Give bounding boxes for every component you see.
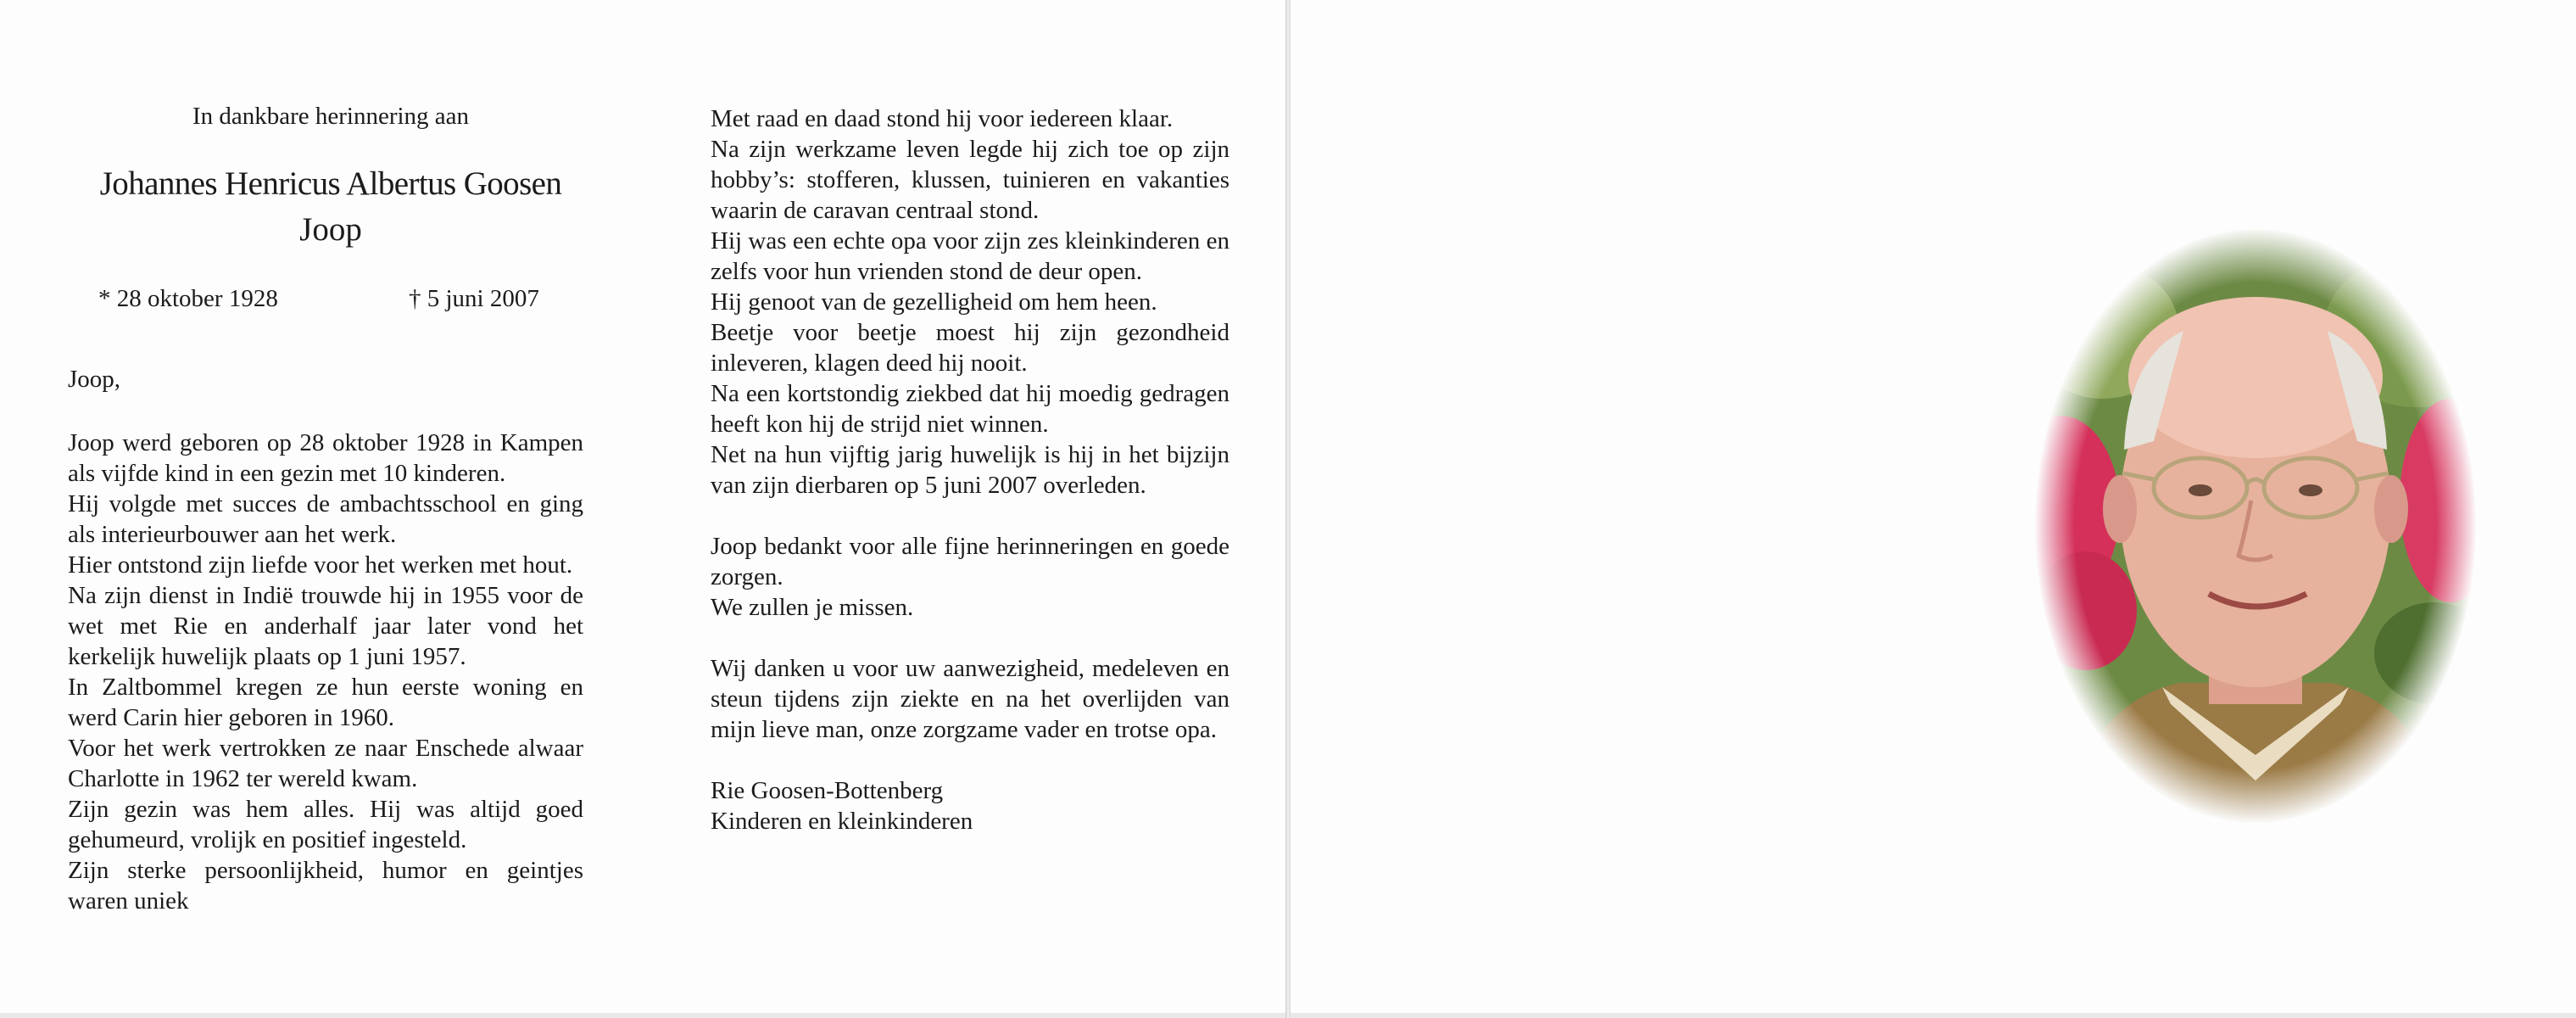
thanks-paragraph: Joop bedankt voor alle fijne herinneringen en goede zorgen. (711, 533, 1229, 590)
bio-paragraph: Zijn gezin was hem alles. Hij was altijd goed gehumeurd, vrolijk en positief ingesteld. (68, 796, 583, 853)
deceased-full-name: Johannes Henricus Albertus Goosen (99, 165, 562, 202)
deceased-nickname: Joop (299, 211, 362, 248)
inner-card-spread (0, 0, 1285, 1013)
bio-paragraph: Net na hun vijftig jarig huwelijk is hij in het bijzijn van zijn dierbaren op 5 juni 2007 overleden. (711, 441, 1229, 499)
gratitude-paragraph: Wij danken u voor uw aanwezigheid, medeleven en steun tijdens zijn ziekte en na het overlijden van mijn lieve man, onze zorgzame vader en trotse opa. (711, 655, 1229, 743)
bio-paragraph: Hij genoot van de gezelligheid om hem heen. (711, 288, 1157, 316)
portrait-illustration (2035, 229, 2476, 823)
biography-column-1 (68, 428, 583, 916)
intro-line: In dankbare herinnering aan (192, 103, 470, 130)
bio-paragraph: Beetje voor beetje moest hij zijn gezondheid inleveren, klagen deed hij nooit. (711, 319, 1229, 377)
portrait-photo (2035, 229, 2476, 823)
bio-paragraph: Hier ontstond zijn liefde voor het werken met hout. (68, 551, 573, 579)
miss-line: We zullen je missen. (711, 594, 914, 621)
birth-date: * 28 oktober 1928 (98, 285, 278, 312)
bio-paragraph: Na een kortstondig ziekbed dat hij moedig gedragen heeft kon hij de strijd niet winnen. (711, 380, 1229, 438)
bio-paragraph: Na zijn dienst in Indië trouwde hij in 1955 voor de wet met Rie en anderhalf jaar later vond het kerkelijk huwelijk plaats op 1 juni 1957. (68, 582, 583, 670)
bio-paragraph: Joop werd geboren op 28 oktober 1928 in Kampen als vijfde kind in een gezin met 10 kinderen. (68, 429, 583, 487)
bio-paragraph: In Zaltbommel kregen ze hun eerste woning en werd Carin hier geboren in 1960. (68, 674, 583, 731)
bio-paragraph: Met raad en daad stond hij voor iedereen klaar. (711, 105, 1174, 132)
bio-paragraph: Na zijn werkzame leven legde hij zich toe op zijn hobby’s: stofferen, klussen, tuinieren en vakanties waarin de caravan centraal stond. (711, 136, 1229, 224)
bio-paragraph: Zijn sterke persoonlijkheid, humor en geintjes waren uniek (68, 857, 583, 915)
bio-paragraph: Hij volgde met succes de ambachtsschool en ging als interieurbouwer aan het werk. (68, 490, 583, 548)
death-date: † 5 juni 2007 (409, 285, 539, 312)
biography-column-2 (711, 103, 1229, 836)
signature-family: Kinderen en kleinkinderen (711, 808, 973, 835)
salutation: Joop, (68, 366, 121, 393)
bio-paragraph: Hij was een echte opa voor zijn zes kleinkinderen en zelfs voor hun vrienden stond de deur open. (711, 227, 1229, 285)
bio-paragraph: Voor het werk vertrokken ze naar Enschede alwaar Charlotte in 1962 ter wereld kwam. (68, 735, 583, 792)
signature-spouse: Rie Goosen-Bottenberg (711, 777, 944, 804)
